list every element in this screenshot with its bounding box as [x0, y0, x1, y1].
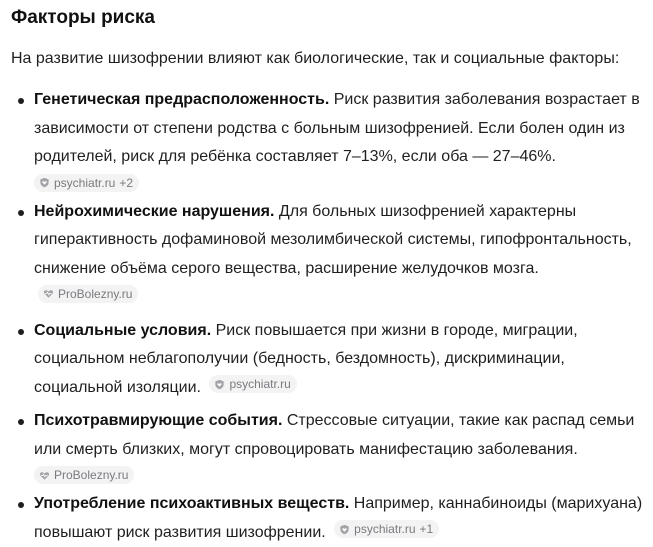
bullet-icon	[18, 419, 24, 425]
heart-pulse-icon	[43, 288, 54, 299]
list-item	[11, 86, 643, 196]
list-item	[11, 198, 643, 312]
factor-term: Употребление психоактивных веществ.	[34, 495, 350, 512]
heart-pulse-icon	[39, 470, 50, 481]
bullet-icon	[18, 210, 24, 216]
source-name: psychiatr.ru	[229, 377, 291, 391]
shield-heart-icon	[214, 379, 225, 390]
source-name: psychiatr.ru	[54, 175, 116, 190]
source-chip[interactable]	[34, 466, 134, 484]
list-item	[11, 317, 643, 403]
factor-term: Социальные условия.	[34, 321, 212, 339]
list-item	[11, 407, 643, 488]
source-name: psychiatr.ru	[354, 522, 416, 536]
factor-term: Генетическая предрасположенность.	[34, 91, 330, 108]
source-chip[interactable]	[34, 174, 139, 192]
bullet-icon	[18, 502, 24, 508]
source-extra-count: +2	[119, 175, 134, 190]
factor-description: Риск повышается при жизни в городе, миграции, социальном неблагополучии (бедность, бездомность), дискриминации, социальной изоляции.	[34, 321, 578, 396]
shield-heart-icon	[39, 177, 50, 188]
risk-factor-list	[11, 86, 643, 547]
factor-term: Нейрохимические нарушения.	[34, 202, 275, 220]
factor-description: Риск развития заболевания возрастает в зависимости от степени родства с больным шизофренией. Если болен один из родителей, риск для ребёнка составляет 7–13%, если оба — 27–46%.	[34, 91, 640, 165]
source-chip[interactable]	[209, 375, 296, 393]
section-title: Факторы риска	[11, 7, 155, 28]
source-chip[interactable]	[38, 285, 138, 303]
source-name: ProBolezny.ru	[58, 286, 133, 301]
factor-description: Например, каннабиноиды (марихуана) повышают риск развития шизофрении.	[34, 495, 643, 541]
bullet-icon	[18, 98, 24, 104]
list-item	[11, 490, 643, 547]
shield-heart-icon	[339, 524, 350, 535]
source-extra-count: +1	[419, 522, 434, 536]
factor-description: Стрессовые ситуации, такие как распад семьи или смерть близких, могут спровоцировать манифестацию заболевания.	[34, 412, 635, 458]
source-name: ProBolezny.ru	[54, 468, 129, 482]
bullet-icon	[18, 329, 24, 335]
factor-term: Психотравмирующие события.	[34, 412, 283, 429]
intro-paragraph: На развитие шизофрении влияют как биологические, так и социальные факторы:	[11, 50, 620, 67]
factor-description: Для больных шизофренией характерны гиперактивность дофаминовой мезолимбической системы, гипофронтальность, снижение объёма серого вещества, расширение желудочков мозга.	[34, 202, 632, 277]
source-chip[interactable]	[334, 520, 439, 538]
